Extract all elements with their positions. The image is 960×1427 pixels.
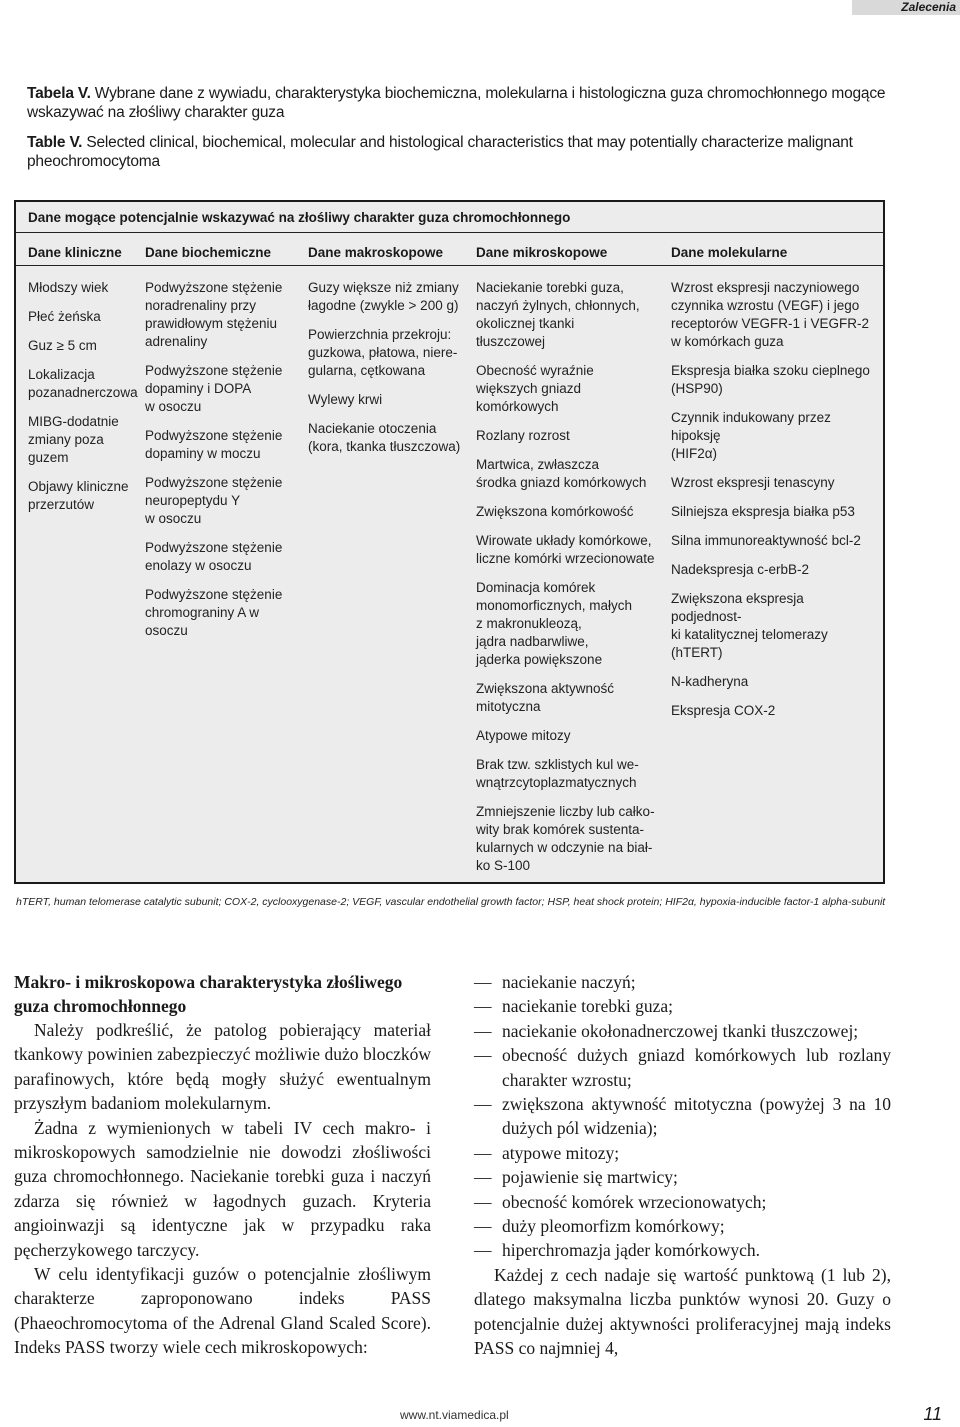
- list-item: — naciekanie naczyń;: [474, 970, 891, 994]
- pass-criteria-list: [474, 970, 891, 1263]
- table-cell: Naciekanie torebki guza, naczyń żylnych, chłonnych, okolicznej tkanki tłuszczowej: [476, 280, 640, 349]
- list-item: — pojawienie się martwicy;: [474, 1165, 891, 1189]
- table-label-pl: Tabela V.: [27, 85, 91, 102]
- column-header-molecular: Dane molekularne: [671, 245, 788, 260]
- table-cell: Wylewy krwi: [308, 392, 383, 407]
- table-cell: Zwiększona aktywność mitotyczna: [476, 681, 615, 714]
- table-cell: Podwyższone stężenie dopaminy w moczu: [145, 428, 283, 461]
- table-cell: Podwyższone stężenie neuropeptydu Y w osoczu: [145, 475, 283, 526]
- table-caption-pl: [27, 84, 887, 122]
- column-macroscopic: [308, 279, 471, 467]
- table-cell: Zmniejszenie liczby lub całko- wity brak komórek sustenta- kularnych w odczynie na biał- ko S-100: [476, 804, 655, 873]
- body-paragraph: W celu identyfikacji guzów o potencjalnie złośliwym charakterze zaproponowano indeks PASS (Phaeochromocytoma of the Adrenal Gland Scaled Score). Indeks PASS tworzy wiele cech mikroskopowych:: [14, 1264, 431, 1358]
- list-item: — obecność komórek wrzecionowatych;: [474, 1190, 891, 1214]
- column-header-clinical: Dane kliniczne: [28, 245, 122, 260]
- table-cell: Ekspresja COX-2: [671, 703, 776, 718]
- table-cell: Lokalizacja pozanadnerczowa: [28, 367, 138, 400]
- column-header-biochemical: Dane biochemiczne: [145, 245, 272, 260]
- table-cell: Czynnik indukowany przez hipoksję (HIF2α): [671, 410, 831, 461]
- list-item: — obecność dużych gniazd komórkowych lub rozlany charakter wzrostu;: [474, 1043, 891, 1092]
- table-cell: Podwyższone stężenie enolazy w osoczu: [145, 540, 283, 573]
- column-header-microscopic: Dane mikroskopowe: [476, 245, 608, 260]
- table-cell: Wirowate układy komórkowe, liczne komórki wrzecionowate: [476, 533, 655, 566]
- table-cell: Obecność wyraźnie większych gniazd komórkowych: [476, 363, 594, 414]
- table-cell: Ekspresja białka szoku cieplnego (HSP90): [671, 363, 870, 396]
- table-cell: Silna immunoreaktywność bcl-2: [671, 533, 861, 548]
- table-footnote: hTERT, human telomerase catalytic subunit; COX-2, cyclooxygenase-2; VEGF, vascular endothelial growth factor; HSP, heat shock protein; HIF2α, hypoxia-inducible factor-1 alpha-subunit: [16, 896, 886, 908]
- table-cell: Guzy większe niż zmiany łagodne (zwykle > 200 g): [308, 280, 459, 313]
- body-paragraph: Należy podkreślić, że patolog pobierający materiał tkankowy powinien zabezpieczyć możliwie dużo bloczków parafinowych, które będą mogły służyć ewentualnym przyszłym badaniom molekularnym.: [14, 1020, 431, 1114]
- table-cell: Płeć żeńska: [28, 309, 101, 324]
- table-divider: [16, 265, 883, 266]
- table-title: Dane mogące potencjalnie wskazywać na złośliwy charakter guza chromochłonnego: [28, 210, 571, 225]
- list-item: — naciekanie okołonadnerczowej tkanki tłuszczowej;: [474, 1019, 891, 1043]
- footer-url: www.nt.viamedica.pl: [400, 1408, 509, 1422]
- table-caption-pl-text: Wybrane dane z wywiadu, charakterystyka biochemiczna, molekularna i histologiczna guza chromochłonnego mogące wskazywać na złośliwy charakter guza: [27, 85, 886, 121]
- table-cell: Brak tzw. szklistych kul we- wnątrzcytoplazmatycznych: [476, 757, 639, 790]
- column-header-macroscopic: Dane makroskopowe: [308, 245, 444, 260]
- list-item: — hiperchromazja jąder komórkowych.: [474, 1238, 891, 1262]
- table-cell: Zwiększona komórkowość: [476, 504, 634, 519]
- data-table: [14, 200, 885, 884]
- body-paragraph: Każdej z cech nadaje się wartość punktową (1 lub 2), dlatego maksymalna liczba punktów wynosi 20. Guzy o potencjalnie dużej aktywności proliferacyjnej mają indeks PASS co najmniej 4,: [474, 1264, 891, 1359]
- list-item: — atypowe mitozy;: [474, 1141, 891, 1165]
- table-divider: [16, 232, 883, 233]
- table-cell: Podwyższone stężenie dopaminy i DOPA w osoczu: [145, 363, 283, 414]
- table-cell: MIBG-dodatnie zmiany poza guzem: [28, 414, 119, 465]
- list-item: — naciekanie torebki guza;: [474, 994, 891, 1018]
- table-cell: Powierzchnia przekroju: guzkowa, płatowa, niere- gularna, cętkowana: [308, 327, 458, 378]
- table-cell: Objawy kliniczne przerzutów: [28, 479, 129, 512]
- table-cell: Podwyższone stężenie chromograniny A w osoczu: [145, 587, 283, 638]
- column-molecular: [671, 279, 876, 731]
- table-cell: Podwyższone stężenie noradrenaliny przy prawidłowym stężeniu adrenaliny: [145, 280, 283, 349]
- section-heading: Makro- i mikroskopowa charakterystyka złośliwego guza chromochłonnego: [14, 972, 403, 1016]
- table-cell: Rozlany rozrost: [476, 428, 570, 443]
- body-paragraph: Żadna z wymienionych w tabeli IV cech makro- i mikroskopowych samodzielnie nie dowodzi złośliwości guza chromochłonnego. Naciekanie torebki guza i naczyń zdarza się również w łagodnych guzach. Kryteria angioinwazji są identyczne jak w przypadku raka pęcherzykowego tarczycy.: [14, 1117, 431, 1260]
- table-caption-en-text: Selected clinical, biochemical, molecular and histological characteristics that may potentially characterize malignant pheochromocytoma: [27, 134, 853, 170]
- body-column-right: [474, 970, 891, 1361]
- table-cell: Guz ≥ 5 cm: [28, 338, 97, 353]
- table-cell: Młodszy wiek: [28, 280, 109, 295]
- column-clinical: [28, 279, 140, 525]
- table-cell: Naciekanie otoczenia (kora, tkanka tłuszczowa): [308, 421, 461, 454]
- body-column-left: [14, 970, 431, 1360]
- table-cell: Wzrost ekspresji naczyniowego czynnika wzrostu (VEGF) i jego receptorów VEGFR-1 i VEGFR-2 w komórkach guza: [671, 280, 870, 349]
- table-cell: Wzrost ekspresji tenascyny: [671, 475, 835, 490]
- table-cell: Silniejsza ekspresja białka p53: [671, 504, 855, 519]
- table-cell: Atypowe mitozy: [476, 728, 571, 743]
- list-item: — duży pleomorfizm komórkowy;: [474, 1214, 891, 1238]
- page-number: 11: [923, 1404, 942, 1424]
- table-label-en: Table V.: [27, 134, 83, 151]
- table-cell: N-kadheryna: [671, 674, 749, 689]
- table-cell: Nadekspresja c-erbB-2: [671, 562, 810, 577]
- section-tag: Zalecenia: [852, 0, 960, 15]
- table-cell: Zwiększona ekspresja podjednost- ki katalitycznej telomerazy (hTERT): [671, 591, 828, 660]
- column-biochemical: [145, 279, 303, 651]
- column-microscopic: [476, 279, 666, 886]
- table-cell: Dominacja komórek monomorficznych, małych z makronukleozą, jądra nadbarwliwe, jąderka powiększone: [476, 580, 633, 667]
- table-cell: Martwica, zwłaszcza środka gniazd komórkowych: [476, 457, 647, 490]
- table-caption-en: [27, 133, 887, 171]
- list-item: — zwiększona aktywność mitotyczna (powyżej 3 na 10 dużych pól widzenia);: [474, 1092, 891, 1141]
